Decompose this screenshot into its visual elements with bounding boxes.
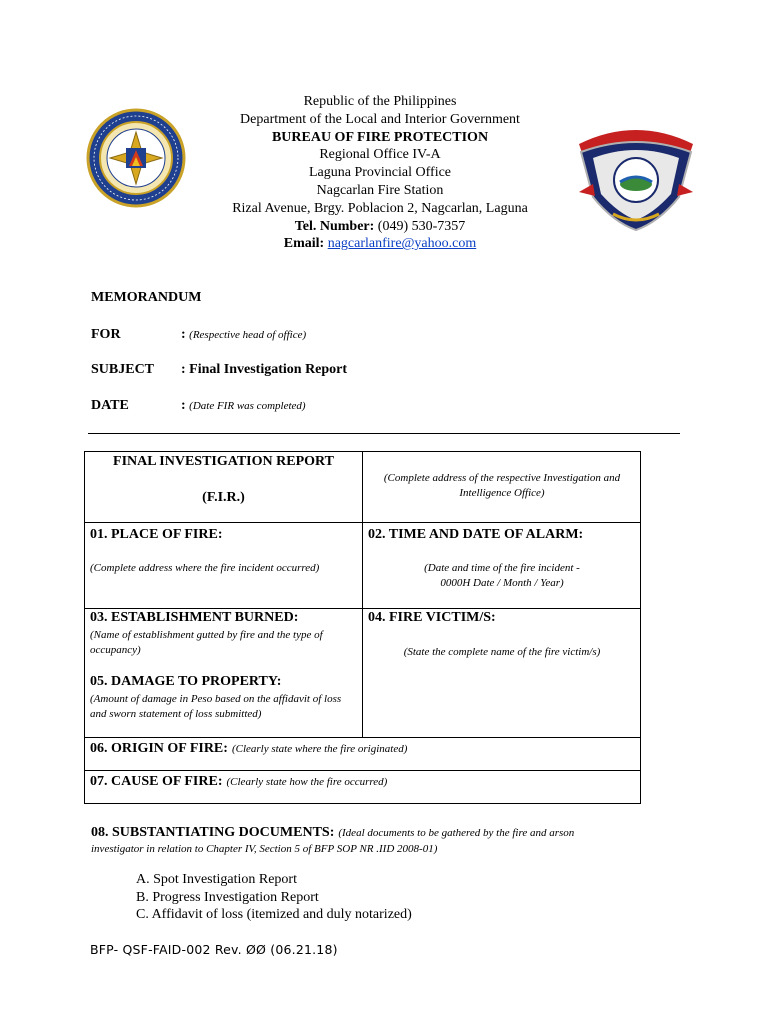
table-vertical-divider [362, 452, 363, 737]
time-date-alarm-note-2: 0000H Date / Month / Year) [440, 577, 564, 589]
table-row-divider-3 [85, 737, 640, 738]
establishment-burned-label: 03. ESTABLISHMENT BURNED: [90, 610, 299, 625]
fire-victims-note: (State the complete name of the fire victim/s) [403, 646, 601, 658]
table-row-divider-1 [85, 522, 640, 523]
memo-date-row [181, 398, 306, 414]
docs-item-c: C. Affidavit of loss (itemized and duly notarized) [136, 907, 412, 922]
memo-for-label: FOR [91, 327, 121, 342]
docs-note-2: investigator in relation to Chapter IV, Section 5 of BFP SOP NR .IID 2008-01) [91, 843, 438, 855]
place-of-fire-note: (Complete address where the fire incident occurred) [90, 562, 320, 574]
divider-rule [88, 433, 680, 434]
cause-of-fire-label: 07. CAUSE OF FIRE: [90, 774, 223, 789]
origin-of-fire-row [90, 739, 407, 757]
letterhead [190, 93, 570, 253]
memo-for-value: (Respective head of office) [189, 329, 307, 341]
damage-to-property-label: 05. DAMAGE TO PROPERTY: [90, 674, 282, 689]
email-label: Email: [283, 236, 325, 252]
header-tel [190, 218, 570, 236]
docs-list [136, 871, 412, 924]
memo-date-colon: : [181, 398, 186, 413]
docs-note-1: (Ideal documents to be gathered by the fire and arson [338, 827, 575, 839]
tel-label: Tel. Number: [294, 218, 375, 234]
time-date-alarm-label: 02. TIME AND DATE OF ALARM: [368, 527, 584, 542]
header-email [190, 235, 570, 253]
memo-date-value: (Date FIR was completed) [189, 400, 306, 412]
email-link[interactable]: nagcarlanfire@yahoo.com [327, 236, 477, 252]
docs-label: 08. SUBSTANTIATING DOCUMENTS: [91, 825, 335, 840]
substantiating-docs [91, 823, 691, 857]
memo-title: MEMORANDUM [91, 290, 202, 305]
form-code-footer: BFP- QSF-FAID-002 Rev. ØØ (06.21.18) [90, 942, 338, 957]
memo-for-colon: : [181, 327, 186, 342]
memo-subject-value: : Final Investigation Report [181, 362, 348, 377]
origin-of-fire-note: (Clearly state where the fire originated) [231, 743, 408, 755]
memo-for-row [181, 327, 306, 343]
fir-table [84, 451, 641, 804]
tel-value: (049) 530-7357 [377, 218, 466, 234]
fire-victims-label: 04. FIRE VICTIM/S: [368, 610, 496, 625]
table-row-divider-4 [85, 770, 640, 771]
damage-to-property-note: (Amount of damage in Peso based on the affidavit of loss and sworn statement of loss submitted) [90, 693, 342, 720]
table-row-divider-2 [85, 608, 640, 609]
docs-item-b: B. Progress Investigation Report [136, 889, 319, 905]
origin-of-fire-label: 06. ORIGIN OF FIRE: [90, 741, 228, 756]
place-of-fire-label: 01. PLACE OF FIRE: [90, 527, 223, 542]
header-line-station: Nagcarlan Fire Station [316, 182, 444, 198]
office-note: (Complete address of the respective Investigation and Intelligence Office) [383, 472, 621, 499]
fir-abbr: (F.I.R.) [202, 490, 245, 505]
cause-of-fire-note: (Clearly state how the fire occurred) [226, 776, 388, 788]
station-shield-logo [573, 122, 699, 234]
header-line-address: Rizal Avenue, Brgy. Poblacion 2, Nagcarlan, Laguna [232, 200, 528, 216]
header-line-province: Laguna Provincial Office [308, 165, 452, 181]
time-date-alarm-note-1: (Date and time of the fire incident - [424, 562, 580, 574]
memo-subject-label: SUBJECT [91, 362, 155, 377]
docs-item-a: A. Spot Investigation Report [136, 872, 297, 887]
memo-date-label: DATE [91, 398, 129, 413]
header-line-bureau: BUREAU OF FIRE PROTECTION [271, 129, 489, 145]
bfp-seal-logo [86, 108, 186, 208]
header-line-republic: Republic of the Philippines [303, 94, 457, 109]
fir-title: FINAL INVESTIGATION REPORT [113, 454, 334, 469]
cause-of-fire-row [90, 772, 387, 790]
establishment-burned-note: (Name of establishment gutted by fire and the type of occupancy) [90, 629, 323, 656]
header-line-department: Department of the Local and Interior Government [240, 111, 520, 127]
header-line-region: Regional Office IV-A [319, 147, 441, 163]
